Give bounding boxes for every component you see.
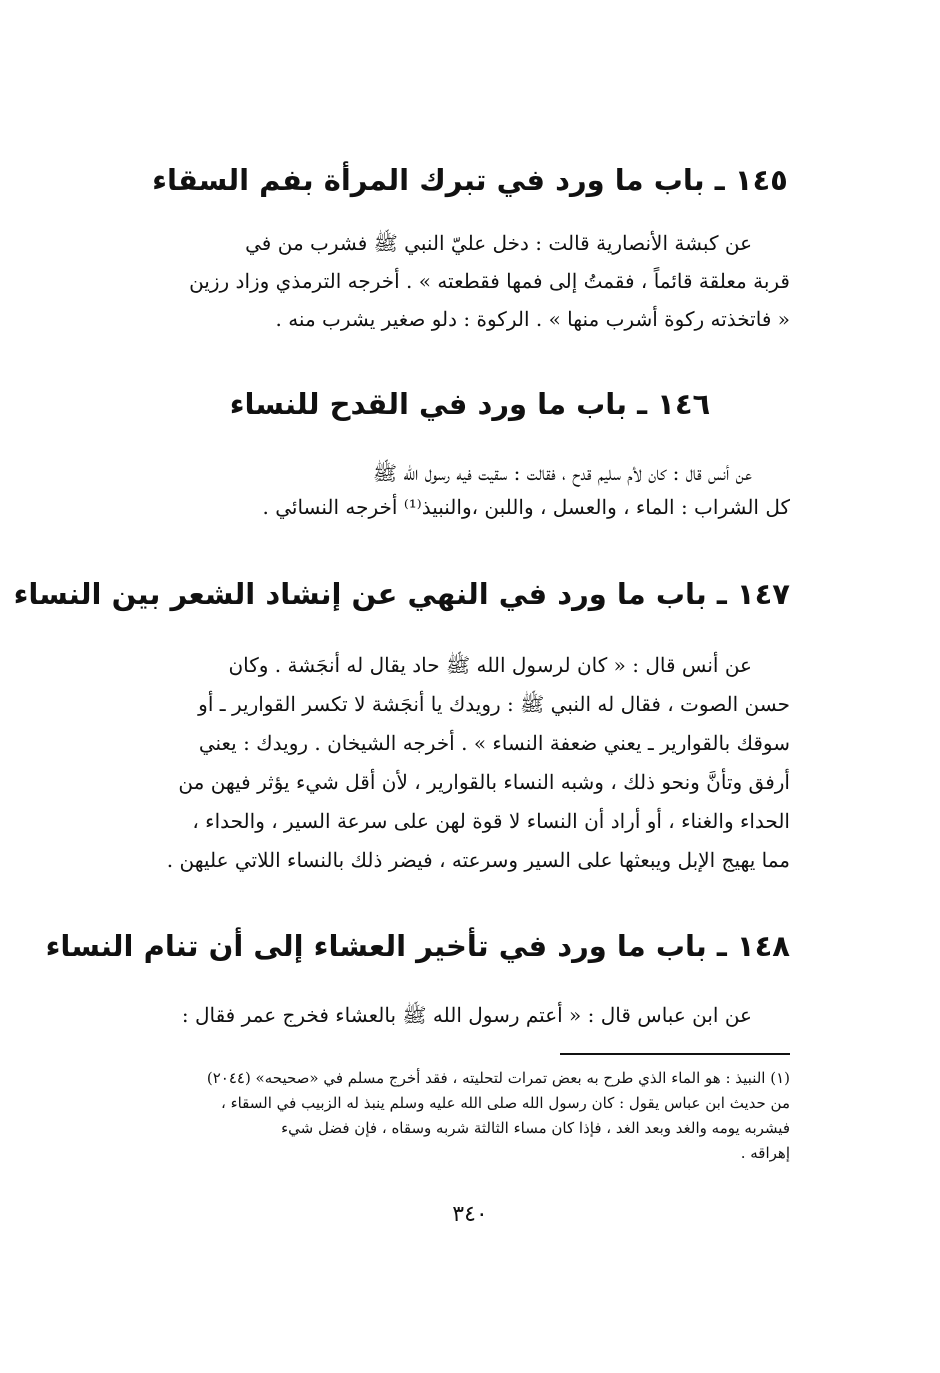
chapter-heading-148: ١٤٨ ـ باب ما ورد في تأخير العشاء إلى أن تنام النساء <box>45 929 790 963</box>
chapter-text-147 <box>118 646 790 880</box>
text-line: عن ابن عباس قال : « أعتم رسول الله ﷺ بالعشاء فخرج عمر فقال : <box>181 1003 752 1027</box>
text-line: « فاتخذته ركوة أشرب منها » . الركوة : دلو صغير يشرب منه . <box>275 307 790 331</box>
text-line: مما يهيج الإبل ويبعثها على السير وسرعته ، فيضر ذلك بالنساء اللاتي عليهن . <box>166 848 790 872</box>
text-line: أرفق وتأنَّ ونحو ذلك ، وشبه النساء بالقوارير ، لأن أقل شيء يؤثر فيهن من <box>178 770 790 794</box>
footnote-line: فيشربه يومه والغد وبعد الغد ، فإذا كان مساء الثالثة شربه وسقاه ، فإن فضل شيء <box>281 1119 790 1137</box>
text-line: سوقك بالقوارير ـ يعني ضعفة النساء » . أخرجه الشيخان . رويدك : يعني <box>198 731 790 755</box>
chapter-heading-146: ١٤٦ ـ باب ما ورد في القدح للنساء <box>229 387 711 421</box>
text-line: قربة معلقة قائماً ، فقمتُ إلى فمها فقطعته » . أخرجه الترمذي وزاد رزين <box>189 269 790 293</box>
text-line: كل الشراب : الماء ، والعسل ، واللبن ،والنبيذ⁽¹⁾ أخرجه النسائي . <box>262 495 790 519</box>
chapter-text-148 <box>118 998 790 1032</box>
text-line: عن أنس قال : كان لأم سليم قدح ، فقالت : سقيت فيه رسول الله ﷺ <box>372 461 752 485</box>
text-line: عن أنس قال : « كان لرسول الله ﷺ حاد يقال له أنجَشة . وكان <box>228 653 752 677</box>
chapter-text-146 <box>118 456 790 524</box>
text-line: عن كبشة الأنصارية قالت : دخل عليّ النبي ﷺ فشرب من في <box>245 231 752 255</box>
footnote-line: من حديث ابن عباس يقول : كان رسول الله صلى الله عليه وسلم ينبذ له الزبيب في السقاء ، <box>220 1094 790 1112</box>
footnote-line: (١) النبيذ : هو الماء الذي طرح به بعض تمرات لتحليته ، فقد أخرج مسلم في «صحيحه» (٢٠٤٤) <box>206 1069 790 1087</box>
text-line: حسن الصوت ، فقال له النبي ﷺ : رويدك يا أنجَشة لا تكسر القوارير ـ أو <box>198 692 790 716</box>
chapter-heading-145: ١٤٥ ـ باب ما ورد في تبرك المرأة بفم السقاء <box>152 163 788 197</box>
page-number: ٣٤٠ <box>452 1202 488 1227</box>
footnote-separator <box>560 1053 790 1055</box>
text-line: الحداء والغناء ، أو أراد أن النساء لا قوة لهن على سرعة السير ، والحداء ، <box>192 809 790 833</box>
chapter-text-145 <box>118 224 790 338</box>
footnote <box>118 1066 790 1166</box>
footnote-line: إهراقه . <box>740 1144 790 1162</box>
chapter-heading-147: ١٤٧ ـ باب ما ورد في النهي عن إنشاد الشعر بين النساء <box>13 577 790 611</box>
